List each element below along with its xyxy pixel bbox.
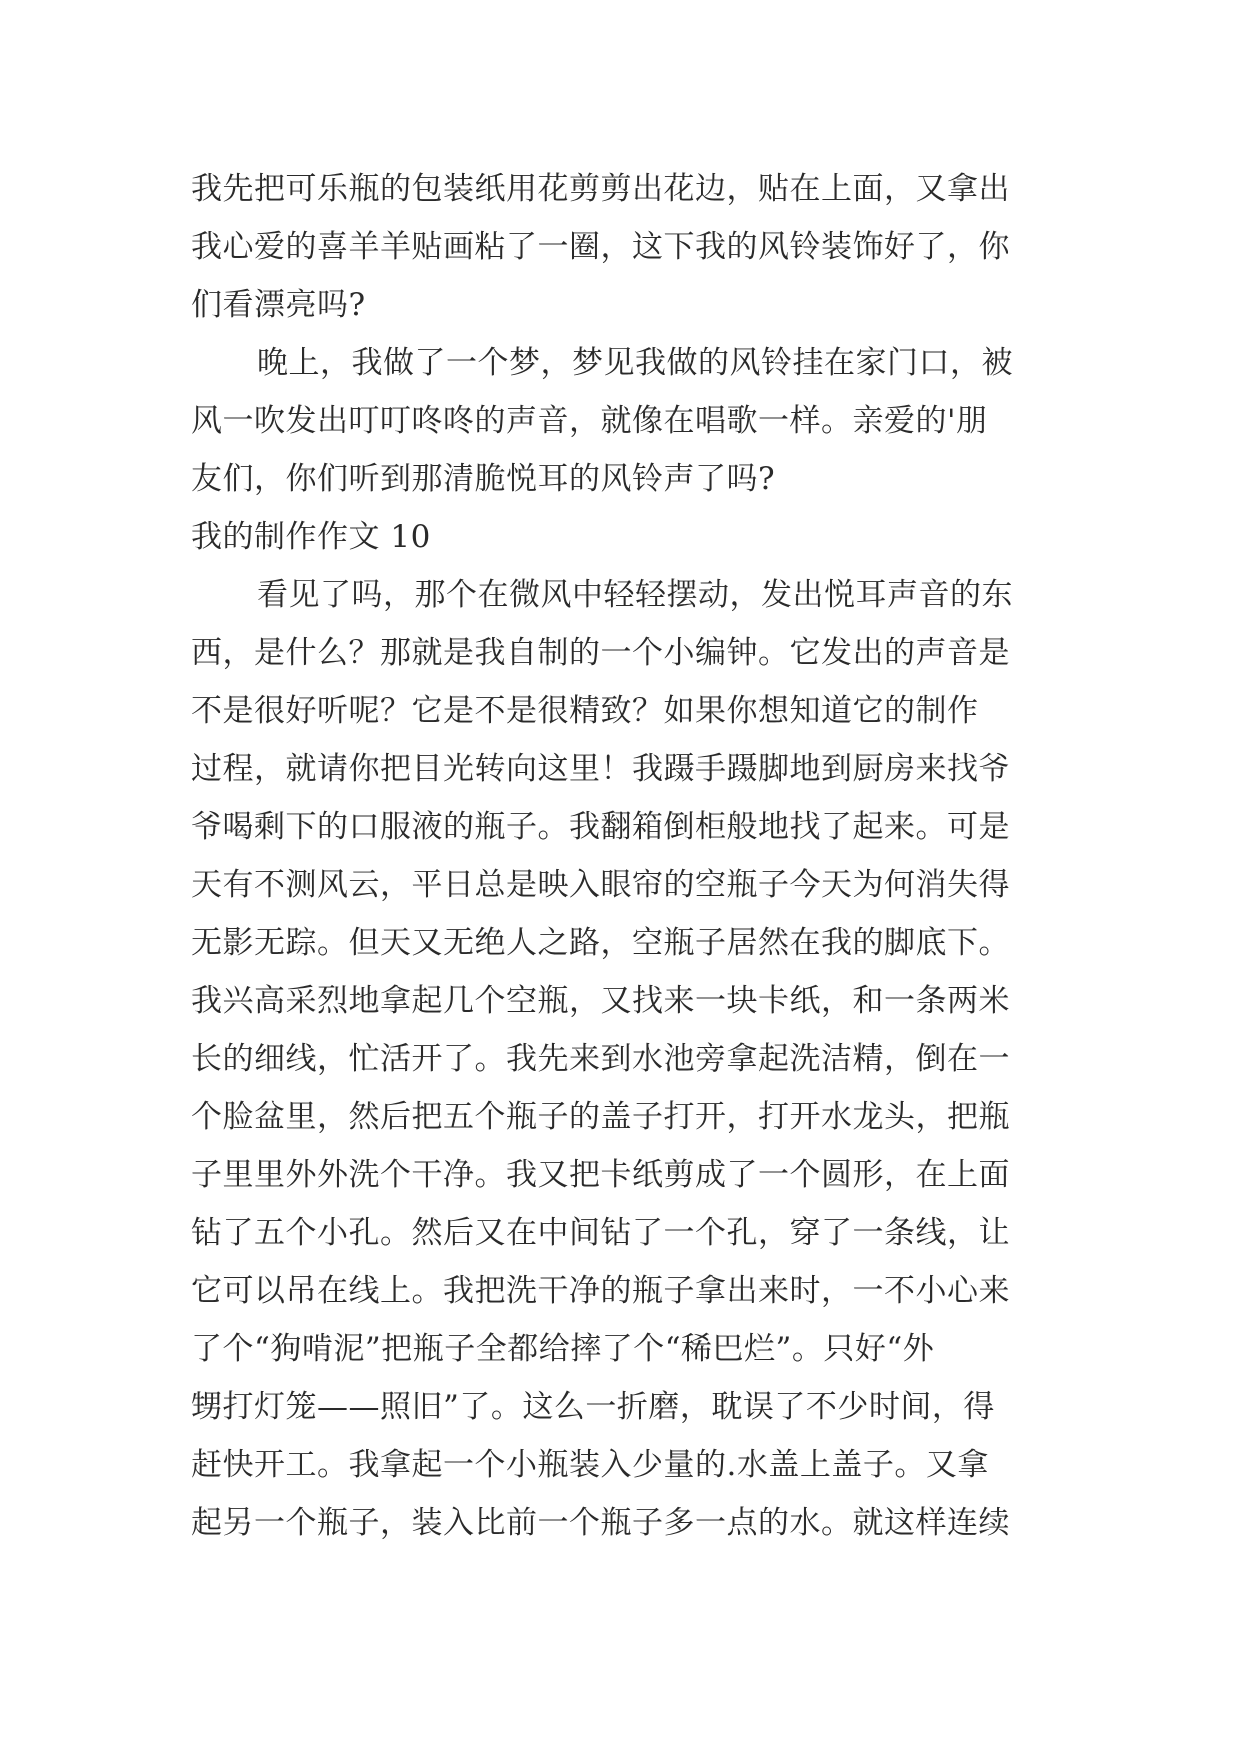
section-heading: 我的制作作文 10 bbox=[191, 519, 431, 555]
text-line: 爷喝剩下的口服液的瓶子。我翻箱倒柜般地找了起来。可是 bbox=[191, 809, 1010, 845]
text-line: 个脸盆里，然后把五个瓶子的盖子打开，打开水龙头，把瓶 bbox=[191, 1099, 1010, 1135]
text-line: 甥打灯笼——照旧”了。这么一折磨，耽误了不少时间，得 bbox=[191, 1389, 995, 1425]
text-line: 们看漂亮吗? bbox=[191, 287, 366, 323]
text-line: 我先把可乐瓶的包装纸用花剪剪出花边，贴在上面，又拿出 bbox=[191, 171, 1010, 207]
text-line: 我兴高采烈地拿起几个空瓶，又找来一块卡纸，和一条两米 bbox=[191, 983, 1010, 1019]
text-line: 无影无踪。但天又无绝人之路，空瓶子居然在我的脚底下。 bbox=[191, 925, 1010, 961]
text-line: 过程，就请你把目光转向这里！我蹑手蹑脚地到厨房来找爷 bbox=[191, 751, 1010, 787]
body-text bbox=[191, 160, 1071, 1552]
text-line: 我心爱的喜羊羊贴画粘了一圈，这下我的风铃装饰好了，你 bbox=[191, 229, 1010, 265]
text-line: 风一吹发出叮叮咚咚的声音，就像在唱歌一样。亲爱的'朋 bbox=[191, 403, 988, 439]
text-line: 子里里外外洗个干净。我又把卡纸剪成了一个圆形，在上面 bbox=[191, 1157, 1010, 1193]
text-line: 赶快开工。我拿起一个小瓶装入少量的.水盖上盖子。又拿 bbox=[191, 1447, 989, 1483]
text-line: 友们，你们听到那清脆悦耳的风铃声了吗? bbox=[191, 461, 776, 497]
paragraph-start-line: 看见了吗，那个在微风中轻轻摆动，发出悦耳声音的东 bbox=[257, 577, 1013, 613]
text-line: 西，是什么？那就是我自制的一个小编钟。它发出的声音是 bbox=[191, 635, 1010, 671]
text-line: 钻了五个小孔。然后又在中间钻了一个孔，穿了一条线，让 bbox=[191, 1215, 1010, 1251]
text-line: 天有不测风云，平日总是映入眼帘的空瓶子今天为何消失得 bbox=[191, 867, 1010, 903]
text-line: 起另一个瓶子，装入比前一个瓶子多一点的水。就这样连续 bbox=[191, 1505, 1010, 1541]
text-line: 不是很好听呢？它是不是很精致？如果你想知道它的制作 bbox=[191, 693, 979, 729]
paragraph-start-line: 晚上，我做了一个梦，梦见我做的风铃挂在家门口，被 bbox=[257, 345, 1013, 381]
text-line: 它可以吊在线上。我把洗干净的瓶子拿出来时，一不小心来 bbox=[191, 1273, 1010, 1309]
text-line: 长的细线，忙活开了。我先来到水池旁拿起洗洁精，倒在一 bbox=[191, 1041, 1010, 1077]
text-line: 了个“狗啃泥”把瓶子全都给摔了个“稀巴烂”。只好“外 bbox=[191, 1331, 935, 1367]
